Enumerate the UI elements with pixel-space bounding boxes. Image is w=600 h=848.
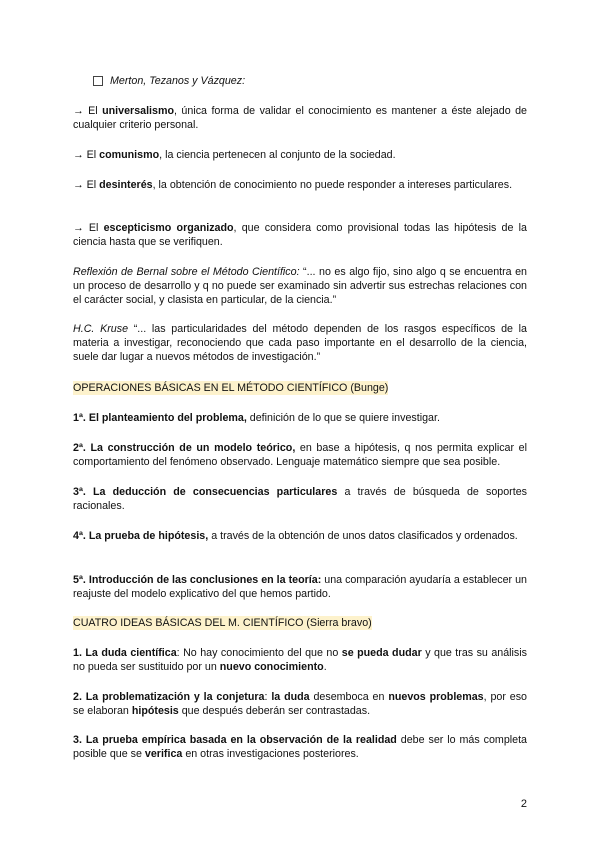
step-1: 1ª. El planteamiento del problema, definición de lo que se quiere investigar. xyxy=(73,412,440,424)
authors-list-item xyxy=(93,74,245,88)
idea-3: 3. La prueba empírica basada en la observación de la realidad debe ser lo más completa posible que se verifica en otras investigaciones posteriores. xyxy=(73,734,527,761)
step-2: 2ª. La construcción de un modelo teórico, en base a hipótesis, q nos permita explicar el comportamiento del fenómeno observado. Lenguaje matemático siempre que sea posible. xyxy=(73,442,527,469)
checkbox-icon xyxy=(93,76,103,86)
step-3: 3ª. La deducción de consecuencias particulares a través de búsqueda de soportes racionales. xyxy=(73,486,527,513)
step-4: 4ª. La prueba de hipótesis, a través de la obtención de unos datos clasificados y ordenados. xyxy=(73,530,518,542)
item-desinteres: → El desinterés, la obtención de conocimiento no puede responder a intereses particulares. xyxy=(73,179,513,191)
quote-bernal: Reflexión de Bernal sobre el Método Científico: “... no es algo fijo, sino algo q se encuentra en un proceso de desarrollo y q no puede ser examinado sin advertir sus estrechas relaciones con el carácter social, y clasista en particular, de la ciencia.” xyxy=(73,266,528,307)
item-universalismo: → El universalismo, única forma de validar el conocimiento es mantener a éste alejado de cualquier criterio personal. xyxy=(73,105,527,132)
idea-1: 1. La duda científica: No hay conocimiento del que no se pueda dudar y que tras su análisis no pueda ser sustituido por un nuevo conocimiento. xyxy=(73,647,527,674)
item-escepticismo: → El escepticismo organizado, que considera como provisional todas las hipótesis de la ciencia hasta que se verifiquen. xyxy=(73,222,527,249)
section-heading-bunge: OPERACIONES BÁSICAS EN EL MÉTODO CIENTÍFICO (Bunge) xyxy=(73,382,389,394)
quote-kruse: H.C. Kruse “... las particularidades del método dependen de los rasgos específicos de la materia a investigar, reconociendo que cada paso importante en el desarrollo de la ciencia, suele dar lugar a nuevos métodos de investigación.” xyxy=(73,323,527,364)
step-5: 5ª. Introducción de las conclusiones en la teoría: una comparación ayudaría a establecer un reajuste del modelo explicativo del que hemos partido. xyxy=(73,574,527,601)
authors-label: Merton, Tezanos y Vázquez: xyxy=(110,75,246,87)
item-comunismo: → El comunismo, la ciencia pertenecen al conjunto de la sociedad. xyxy=(73,149,396,161)
idea-2: 2. La problematización y la conjetura: la duda desemboca en nuevos problemas, por eso se elaboran hipótesis que después deberán ser contrastadas. xyxy=(73,691,527,718)
section-heading-sierra-bravo: CUATRO IDEAS BÁSICAS DEL M. CIENTÍFICO (Sierra bravo) xyxy=(73,617,372,629)
page-number: 2 xyxy=(520,798,527,810)
